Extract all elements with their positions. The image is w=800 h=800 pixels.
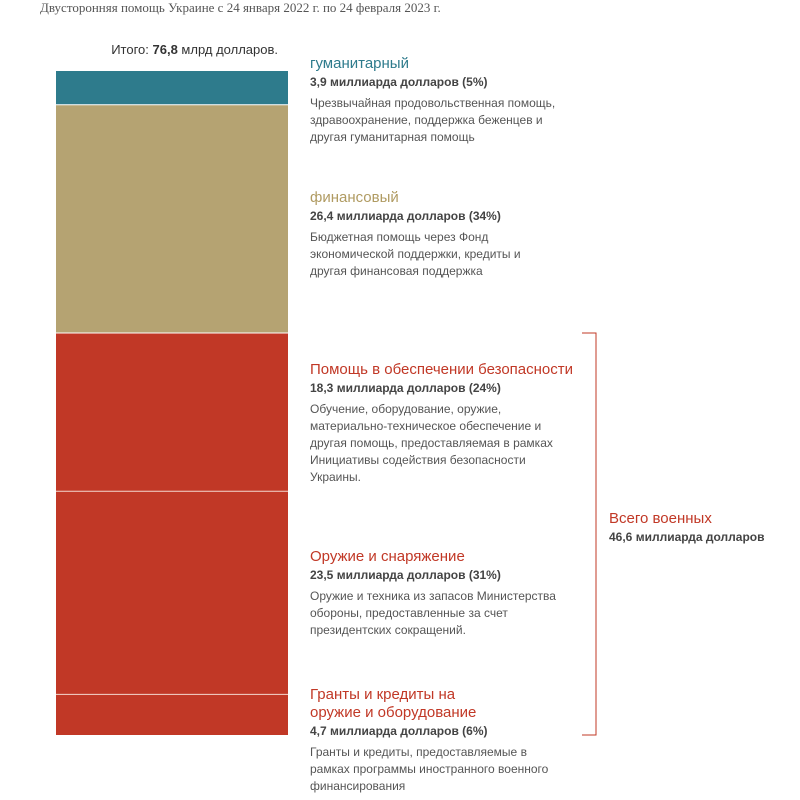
amount-label: 4,7 миллиарда долларов (6%): [310, 724, 488, 738]
amount-label: 23,5 миллиарда долларов (31%): [310, 568, 501, 582]
category-description: Бюджетная помощь через Фонд экономической поддержки, кредиты и другая финансовая поддержка: [310, 230, 521, 278]
chart-subtitle: Двусторонняя помощь Украине с 24 января 2022 г. по 24 февраля 2023 г.: [40, 0, 441, 15]
legend-grants-loans: [310, 686, 600, 795]
category-label: гуманитарный: [310, 55, 409, 72]
military-total-title: Всего военных: [609, 510, 712, 527]
military-total-amount: 46,6 миллиарда долларов: [609, 530, 765, 544]
category-label: Гранты и кредиты на оружие и оборудование: [310, 686, 477, 721]
category-description: Оружие и техника из запасов Министерства обороны, предоставленные за счет президентских сокращений.: [310, 589, 556, 637]
total-value: 76,8: [152, 42, 178, 57]
category-label: Помощь в обеспечении безопасности: [310, 361, 574, 378]
bar-segment-security-assistance: [56, 333, 288, 491]
total-label: Итого: 76,8 млрд долларов.: [111, 42, 278, 57]
category-description: Обучение, оборудование, оружие, материально-техническое обеспечение и другая помощь, предоставляемая в рамках Инициативы содействия безопасности Украины.: [310, 402, 553, 484]
bar-segment-humanitarian: [56, 71, 288, 105]
legend-weapons-equipment: [310, 548, 600, 639]
bar-segment-weapons-equipment: [56, 491, 288, 694]
category-label: финансовый: [310, 189, 399, 206]
legend-financial: [310, 189, 600, 280]
legend-humanitarian: [310, 55, 600, 146]
amount-label: 26,4 миллиарда долларов (34%): [310, 209, 501, 223]
bar-segment-grants-loans: [56, 694, 288, 735]
category-description: Чрезвычайная продовольственная помощь, здравоохранение, поддержка беженцев и другая гуманитарная помощь: [310, 96, 556, 144]
category-description: Гранты и кредиты, предоставляемые в рамках программы иностранного военного финансирования: [310, 745, 549, 793]
amount-label: 3,9 миллиарда долларов (5%): [310, 75, 488, 89]
bar-segment-financial: [56, 105, 288, 333]
amount-label: 18,3 миллиарда долларов (24%): [310, 381, 501, 395]
legend-security-assistance: [310, 361, 600, 486]
category-label: Оружие и снаряжение: [310, 548, 465, 565]
military-total-label: [609, 510, 799, 545]
